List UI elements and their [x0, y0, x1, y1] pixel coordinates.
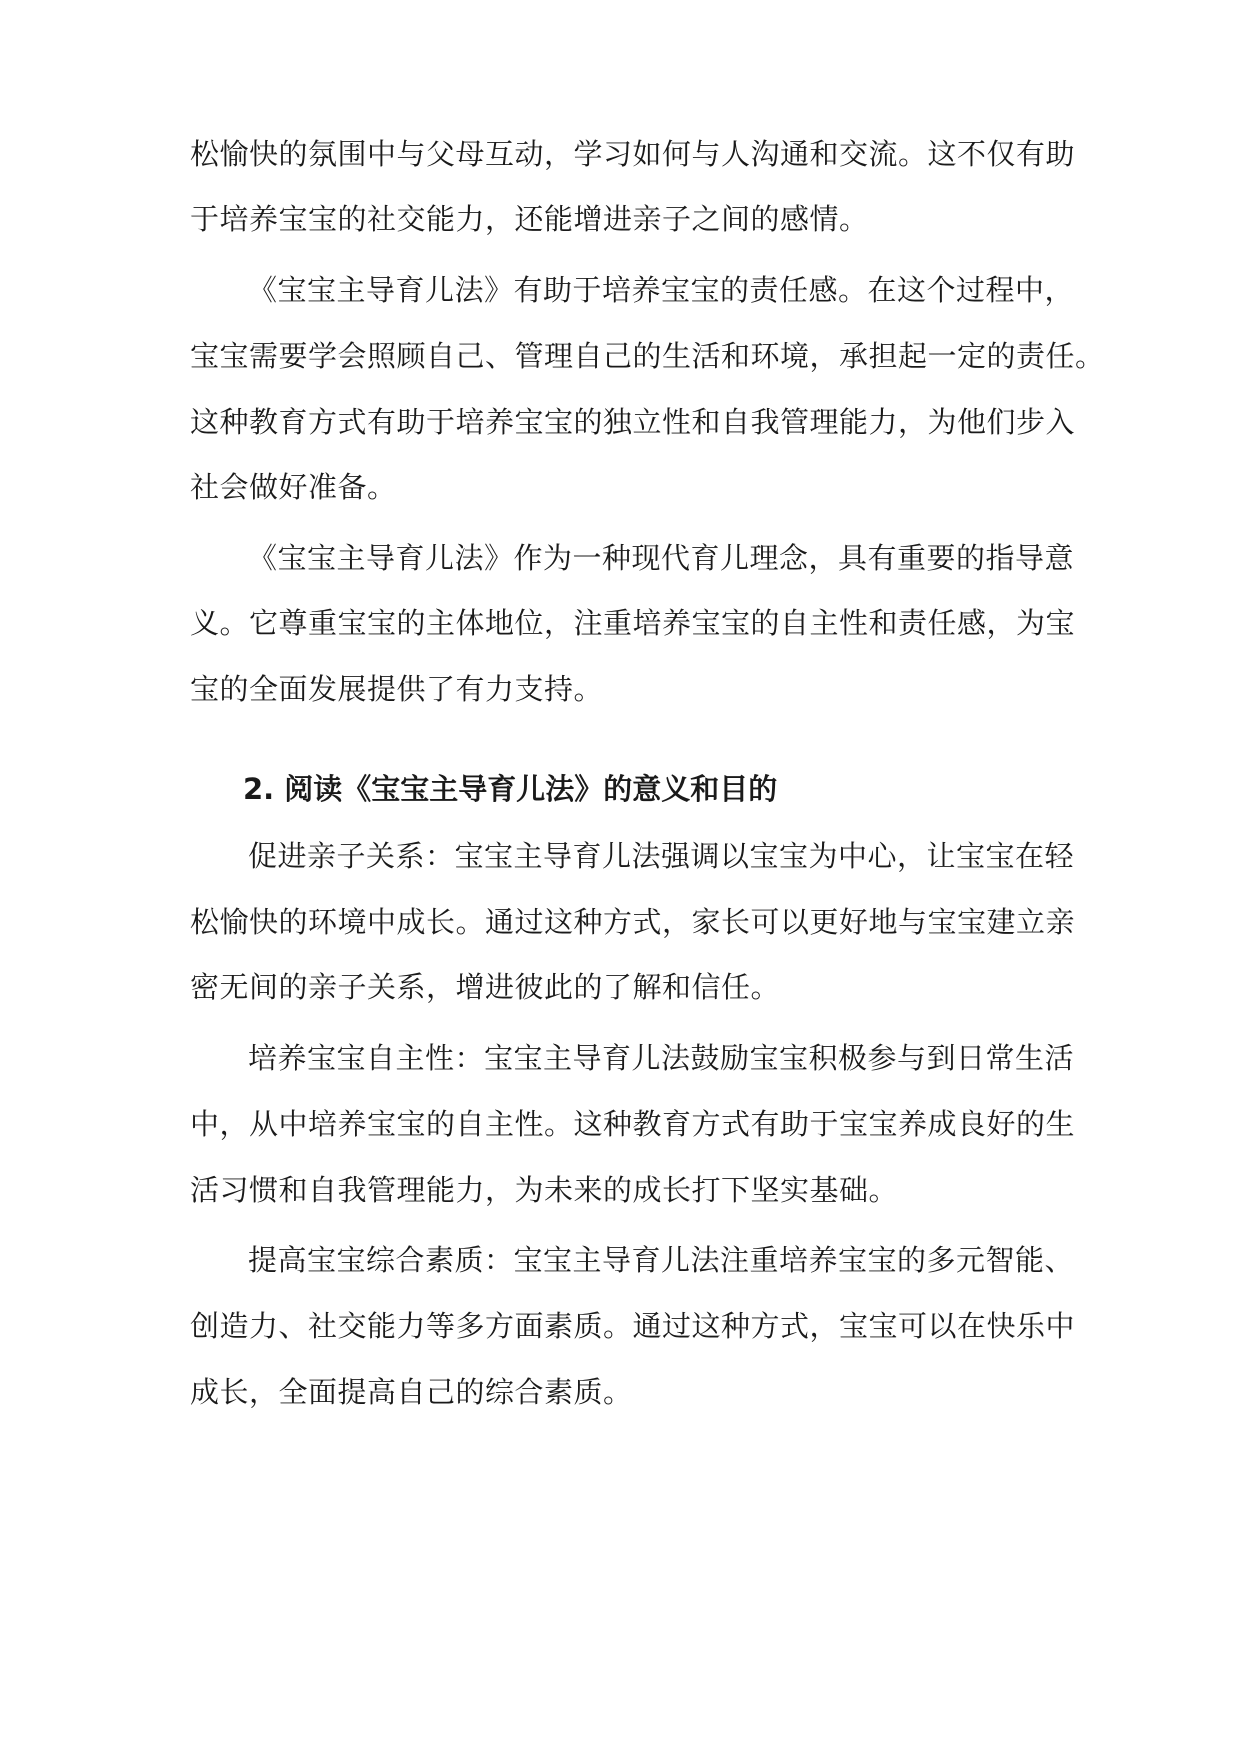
paragraph-5-line-1: 促进亲子关系：宝宝主导育儿法强调以宝宝为中心，让宝宝在轻 [248, 839, 1075, 873]
paragraph-3-line-2: 义。它尊重宝宝的主体地位，注重培养宝宝的自主性和责任感，为宝 [190, 606, 1076, 640]
paragraph-3-line-3: 宝的全面发展提供了有力支持。 [190, 672, 604, 706]
section-heading: 2. 阅读《宝宝主导育儿法》的意义和目的 [243, 772, 778, 806]
paragraph-7-line-3: 成长，全面提高自己的综合素质。 [190, 1375, 633, 1409]
paragraph-6-line-3: 活习惯和自我管理能力，为未来的成长打下坚实基础。 [190, 1173, 899, 1207]
paragraph-5-line-2: 松愉快的环境中成长。通过这种方式，家长可以更好地与宝宝建立亲 [190, 905, 1076, 939]
paragraph-1-line-2: 于培养宝宝的社交能力，还能增进亲子之间的感情。 [190, 202, 869, 236]
paragraph-7-line-2: 创造力、社交能力等多方面素质。通过这种方式，宝宝可以在快乐中 [190, 1309, 1076, 1343]
paragraph-7-line-1: 提高宝宝综合素质：宝宝主导育儿法注重培养宝宝的多元智能、 [248, 1243, 1075, 1277]
paragraph-2-line-4: 社会做好准备。 [190, 470, 397, 504]
paragraph-6-line-2: 中，从中培养宝宝的自主性。这种教育方式有助于宝宝养成良好的生 [190, 1107, 1076, 1141]
paragraph-5-line-3: 密无间的亲子关系，增进彼此的了解和信任。 [190, 970, 781, 1004]
paragraph-2-line-2: 宝宝需要学会照顾自己、管理自己的生活和环境，承担起一定的责任。 [190, 339, 1105, 373]
paragraph-2-line-1: 《宝宝主导育儿法》有助于培养宝宝的责任感。在这个过程中， [248, 273, 1075, 307]
paragraph-3-line-1: 《宝宝主导育儿法》作为一种现代育儿理念，具有重要的指导意 [248, 541, 1075, 575]
paragraph-1-line-1: 松愉快的氛围中与父母互动，学习如何与人沟通和交流。这不仅有助 [190, 137, 1076, 171]
paragraph-6-line-1: 培养宝宝自主性：宝宝主导育儿法鼓励宝宝积极参与到日常生活 [248, 1041, 1075, 1075]
paragraph-2-line-3: 这种教育方式有助于培养宝宝的独立性和自我管理能力，为他们步入 [190, 405, 1076, 439]
